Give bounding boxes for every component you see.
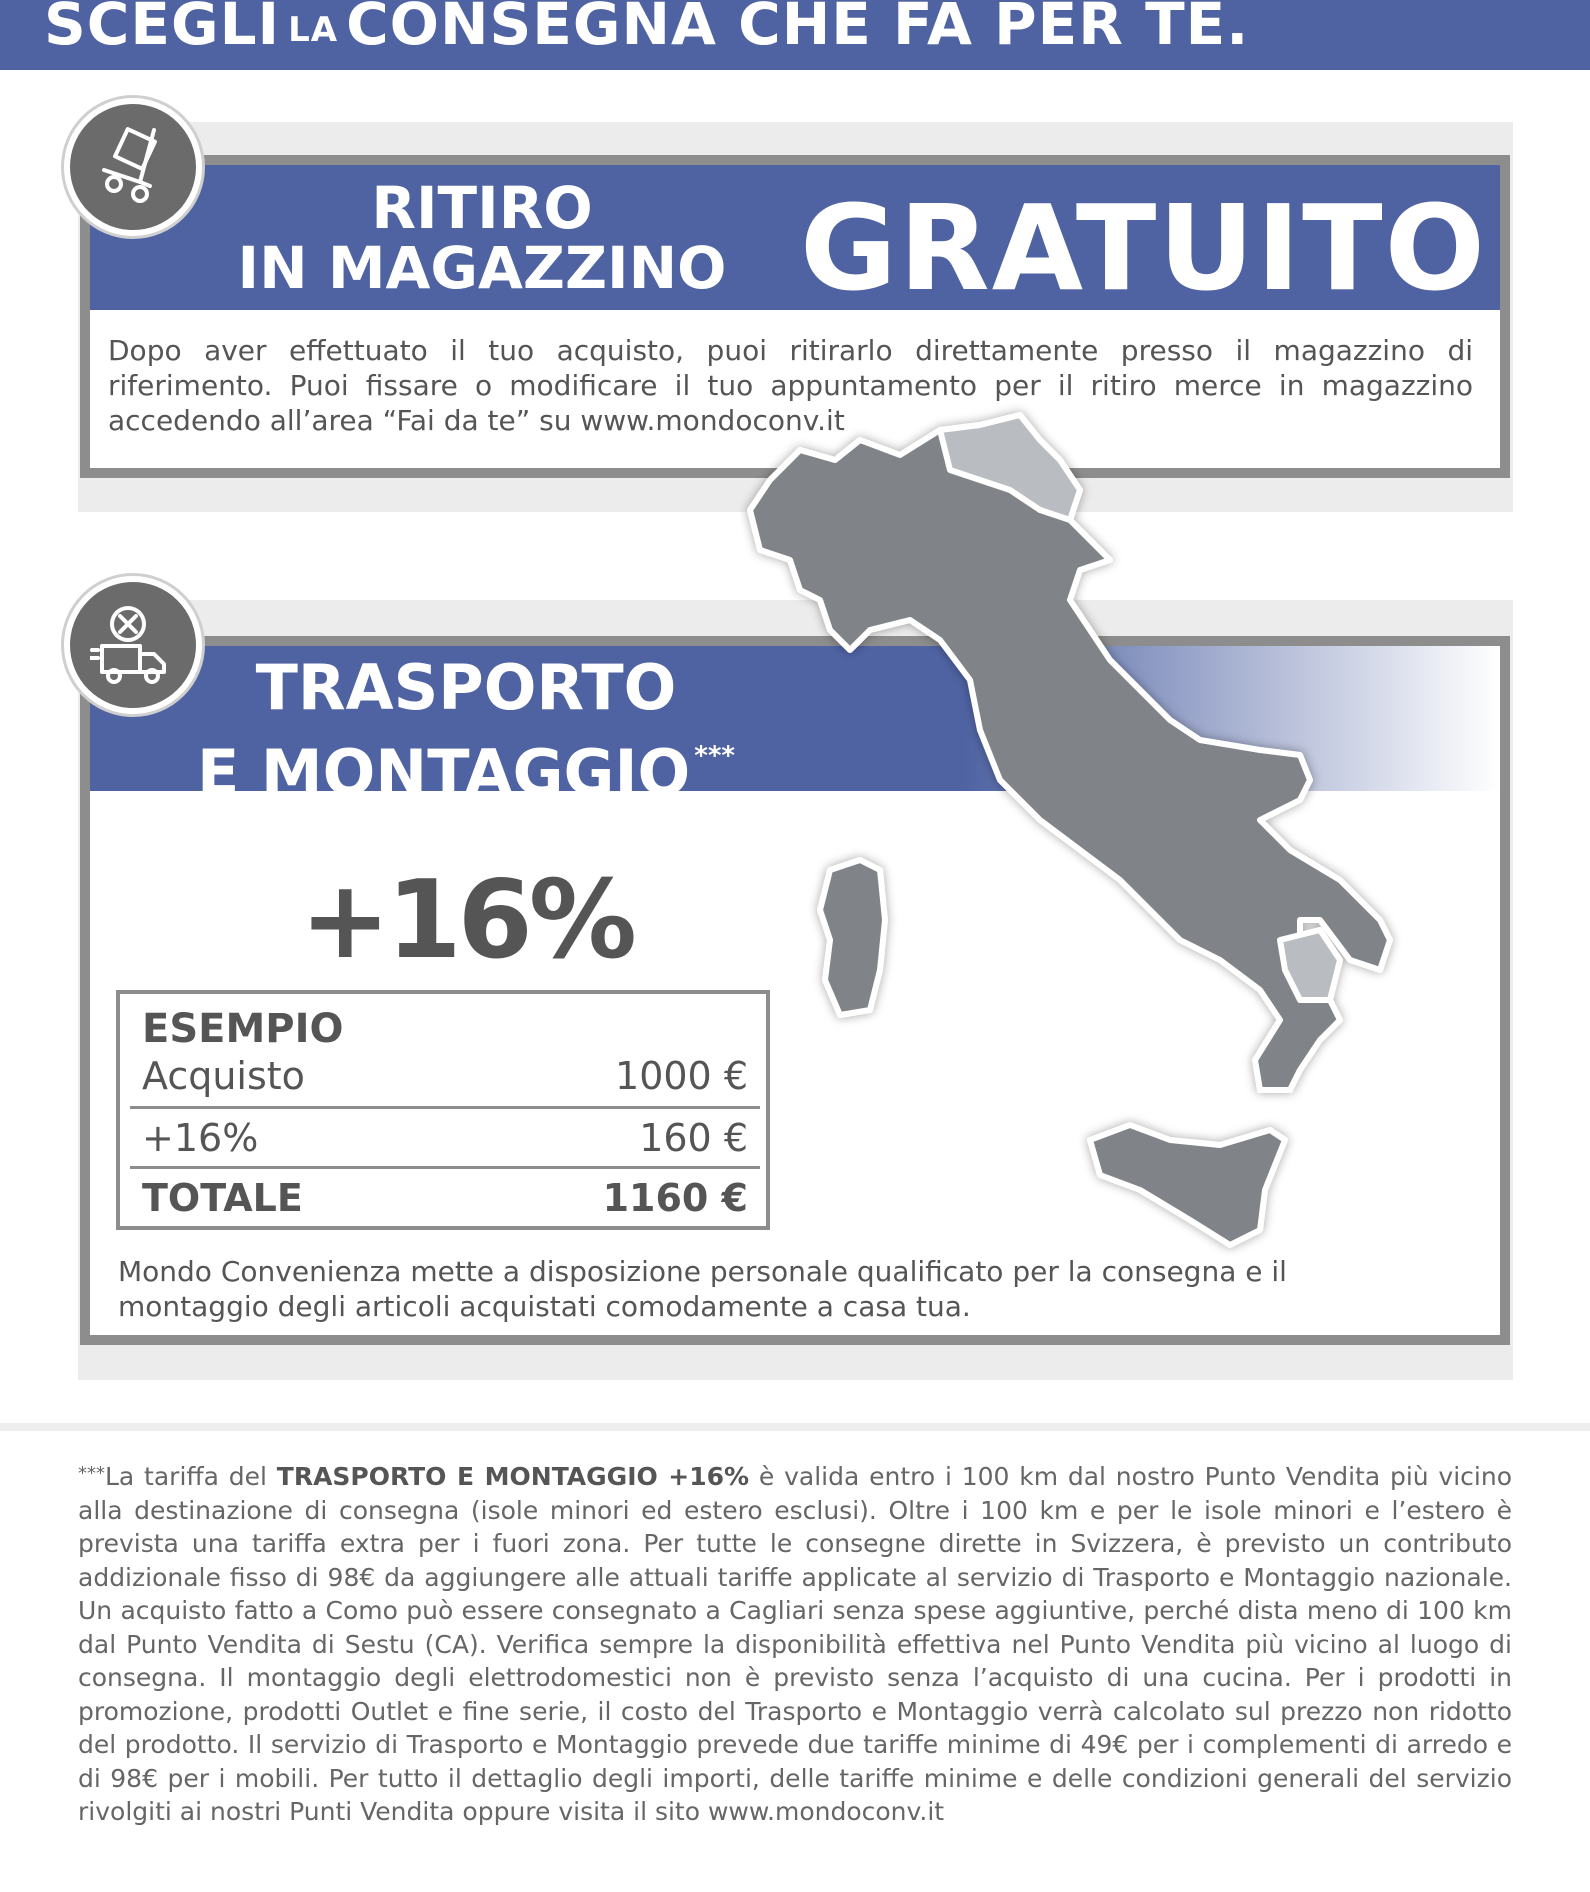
footnote-bold: TRASPORTO E MONTAGGIO +16% [276,1462,750,1491]
section-divider [0,1423,1590,1431]
example-row-value: 1000 € [615,1054,748,1098]
footnote-intro: La tariffa del [105,1462,277,1491]
ritiro-title-line1: RITIRO [371,174,593,242]
ritiro-description: Dopo aver effettuato il tuo acquisto, puoi ritirarlo direttamente presso il magazzino di riferimento. Puoi fissare o modificare il tuo appuntamento per il ritiro merce in magazzino accedendo all’area “Fai da te” su www.mondoconv.it [108,334,1473,437]
trasporto-title-line1: TRASPORTO [255,651,677,724]
example-row-purchase [130,1048,760,1104]
example-row-value: 1160 € [602,1176,748,1220]
sardinia-shape [820,860,885,1015]
example-table [116,990,770,1230]
italy-map [740,400,1500,1280]
trasporto-title-line2: E MONTAGGIO [196,736,691,809]
title-part2: CONSEGNA CHE FA PER TE. [346,0,1250,58]
example-row-label: Acquisto [142,1054,305,1098]
example-row-value: 160 € [639,1116,748,1160]
sicily-shape [1090,1125,1285,1245]
footnote-marker: *** [694,741,736,771]
footnote-text: è valida entro i 100 km dal nostro Punto Vendita più vicino alla destinazione di consegna (isole minori ed estero esclusi). Oltre i 100 km e per le isole minori e l’estero è prevista una tariffa extra per i fuori zona. Per tutte le consegne dirette in Svizzera, è previsto un contributo addizionale fisso di 98€ da aggiungere alle attuali tariffe applicate al servizio di Trasporto e Montaggio nazionale. Un acquisto fatto a Como può essere consegnato a Cagliari senza spese aggiuntive, perché dista meno di 100 km dal Punto Vendita di Sestu (CA). Verifica sempre la disponibilità effettiva nel Punto Vendita più vicino al luogo di consegna. Il montaggio degli elettrodomestici non è previsto senza l’acquisto di una cucina. Per i prodotti in promozione, prodotti Outlet e fine serie, il costo del Trasporto e Montaggio verrà calcolato sul prezzo non ridotto del prodotto. Il servizio di Trasporto e Montaggio prevede due tariffe minime di 49€ per i complementi di arredo e di 98€ per i mobili. Per tutto il dettaglio degli importi, delle tariffe minime e delle condizioni generali del servizio rivolgiti ai nostri Punti Vendita oppure visita il sito www.mondoconv.it [78,1462,1512,1826]
example-divider [130,1166,760,1169]
footnote-stars: *** [78,1463,105,1484]
title-part1: SCEGLI [44,0,281,58]
example-row-surcharge [130,1110,760,1166]
title-small-word: LA [288,10,339,50]
example-row-label: TOTALE [142,1176,303,1220]
example-divider [130,1106,760,1109]
example-row-label: +16% [142,1116,259,1160]
top-banner [0,0,1590,70]
trasporto-rate: +16% [300,858,633,983]
example-row-total [130,1170,760,1226]
delivery-truck-tools-icon [64,576,202,714]
hand-truck-icon [64,98,202,236]
footnote [78,1457,1512,1829]
ritiro-title [232,174,732,302]
trasporto-description: Mondo Convenienza mette a disposizione personale qualificato per la consegna e il montaggio degli articoli acquistati comodamente a casa tua. [118,1255,1287,1323]
ritiro-price-label: GRATUITO [800,179,1487,317]
page-title [44,0,1249,58]
trasporto-title [186,651,746,809]
example-title: ESEMPIO [142,1006,344,1052]
ritiro-title-line2: IN MAGAZZINO [237,234,727,302]
